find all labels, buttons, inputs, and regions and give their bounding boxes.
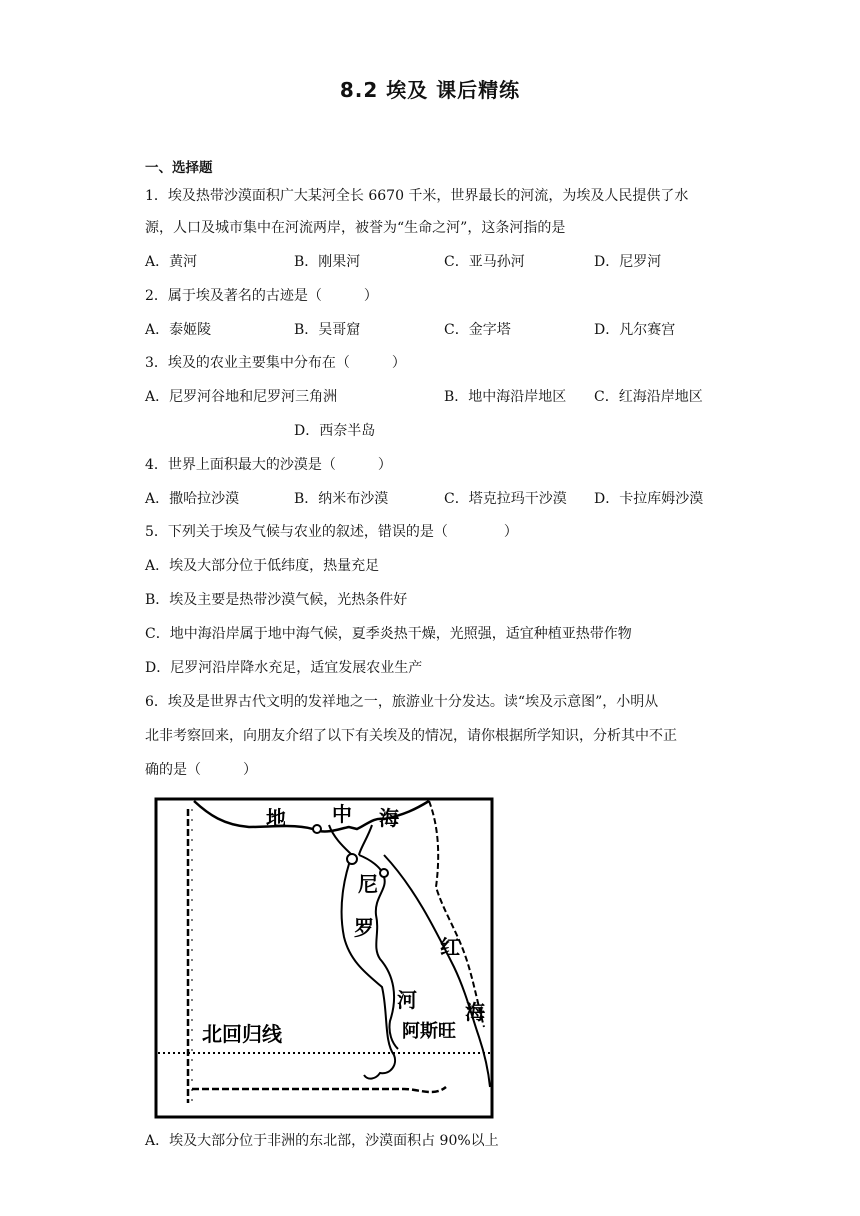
q3-option-d[interactable]: D．西奈半岛 [294, 423, 376, 439]
q3-option-c[interactable]: C．红海沿岸地区 [594, 389, 703, 405]
q4-option-b[interactable]: B．纳米布沙漠 [294, 491, 389, 507]
map-label-luo: 罗 [354, 916, 374, 940]
q1-option-d[interactable]: D．尼罗河 [594, 254, 662, 270]
q5-option-a[interactable]: A．埃及大部分位于低纬度，热量充足 [145, 558, 380, 574]
question-2-stem: 2．属于埃及著名的古迹是（ ） [145, 288, 378, 304]
question-3-stem: 3．埃及的农业主要集中分布在（ ） [145, 355, 406, 371]
map-label-zhong: 中 [332, 802, 352, 826]
map-label-hai1: 海 [379, 806, 399, 830]
q6-option-a[interactable]: A．埃及大部分位于非洲的东北部，沙漠面积占 90%以上 [145, 1133, 499, 1149]
question-5-stem: 5．下列关于埃及气候与农业的叙述，错误的是（ ） [145, 524, 518, 540]
q2-option-c[interactable]: C．金字塔 [444, 322, 511, 338]
question-6-stem-line2: 北非考察回来，向朋友介绍了以下有关埃及的情况，请你根据所学知识，分析其中不正 [145, 728, 677, 744]
city-marker-suez [380, 869, 388, 877]
q1-option-b[interactable]: B．刚果河 [294, 254, 361, 270]
q5-option-b[interactable]: B．埃及主要是热带沙漠气候，光热条件好 [145, 592, 408, 608]
q2-option-d[interactable]: D．凡尔赛宫 [594, 322, 676, 338]
map-label-aswan: 阿斯旺 [402, 1021, 456, 1042]
q4-option-d[interactable]: D．卡拉库姆沙漠 [594, 491, 704, 507]
city-marker-cairo [347, 854, 357, 864]
q2-option-a[interactable]: A．泰姬陵 [145, 322, 212, 338]
egypt-map-drawing [154, 797, 494, 1119]
q4-option-a[interactable]: A．撒哈拉沙漠 [145, 491, 240, 507]
q1-option-c[interactable]: C．亚马孙河 [444, 254, 525, 270]
q2-option-b[interactable]: B．吴哥窟 [294, 322, 361, 338]
map-label-hong: 红 [440, 935, 460, 959]
question-4-stem: 4．世界上面积最大的沙漠是（ ） [145, 457, 392, 473]
map-label-ni: 尼 [358, 872, 378, 896]
q3-option-b[interactable]: B．地中海沿岸地区 [444, 389, 567, 405]
map-label-hai2: 海 [465, 1000, 485, 1024]
map-label-di: 地 [266, 806, 286, 830]
question-6-stem-line3: 确的是（ ） [145, 762, 257, 778]
section-heading: 一、选择题 [145, 160, 213, 176]
page-title: 8.2 埃及 课后精练 [339, 78, 521, 102]
question-6-stem-line1: 6．埃及是世界古代文明的发祥地之一，旅游业十分发达。读“埃及示意图”，小明从 [145, 694, 659, 710]
question-1-stem-line1: 1．埃及热带沙漠面积广大某河全长 6670 千米，世界最长的河流，为埃及人民提供了水 [145, 188, 689, 204]
question-1-stem-line2: 源，人口及城市集中在河流两岸，被誉为“生命之河”，这条河指的是 [145, 220, 566, 236]
egypt-map [154, 797, 494, 1119]
city-marker-alexandria [313, 825, 321, 833]
q3-option-a[interactable]: A．尼罗河谷地和尼罗河三角洲 [145, 389, 338, 405]
q1-option-a[interactable]: A．黄河 [145, 254, 198, 270]
map-label-he: 河 [397, 988, 417, 1012]
q4-option-c[interactable]: C．塔克拉玛干沙漠 [444, 491, 567, 507]
q5-option-d[interactable]: D．尼罗河沿岸降水充足，适宜发展农业生产 [145, 660, 423, 676]
q5-option-c[interactable]: C．地中海沿岸属于地中海气候，夏季炎热干燥，光照强，适宜种植亚热带作物 [145, 626, 632, 642]
map-label-tropic: 北回归线 [202, 1022, 282, 1046]
